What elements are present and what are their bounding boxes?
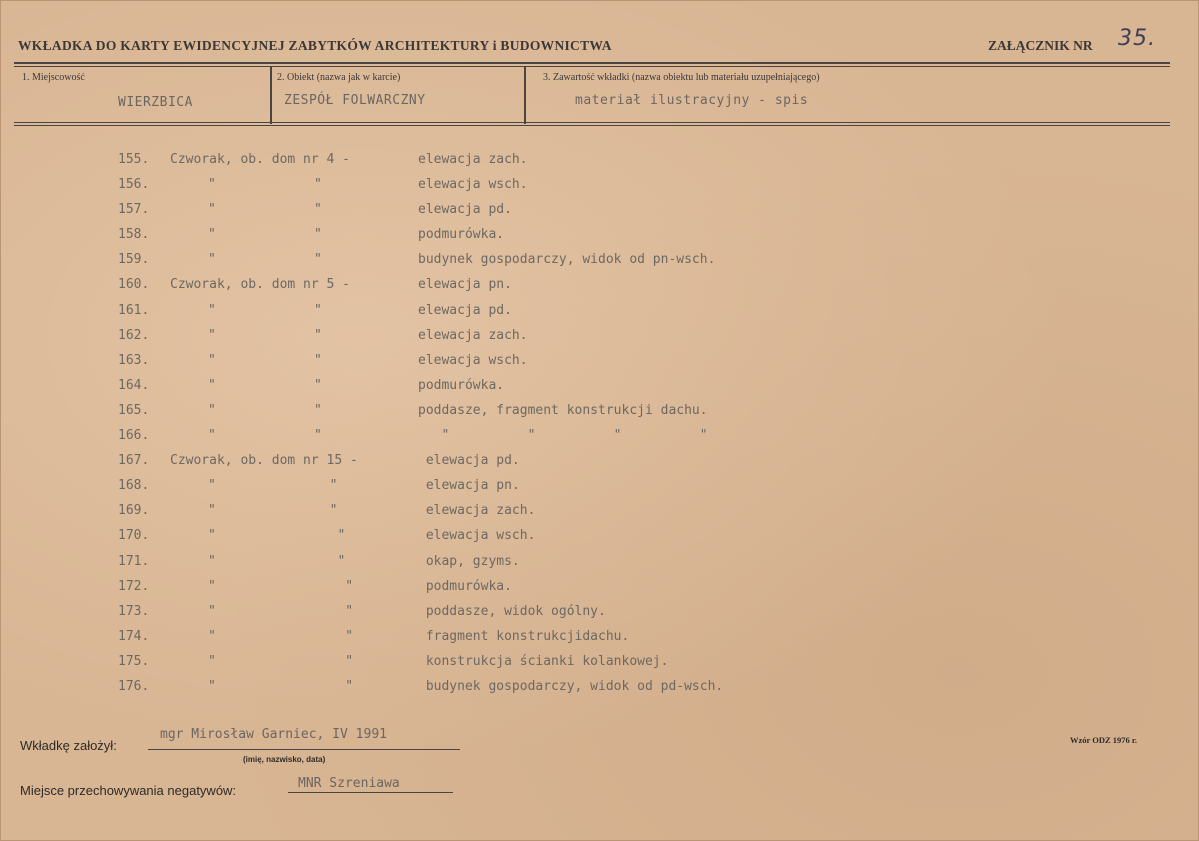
entry-description: " " " " (418, 428, 708, 444)
entry-ditto: " (208, 478, 216, 494)
entry-ditto: " (208, 202, 216, 218)
entry-ditto: " (208, 553, 216, 569)
entry-ditto: " (314, 578, 354, 594)
top-rule-thin (14, 66, 1170, 67)
entry-ditto: " (208, 653, 216, 669)
entry-number: 176. (118, 678, 150, 694)
locality-value: WIERZBICA (118, 95, 193, 110)
field-divider-1 (270, 66, 272, 124)
entry-number: 166. (118, 428, 150, 444)
entry-ditto: " (314, 528, 346, 544)
entry-number: 158. (118, 227, 150, 243)
entry-object: Czworak, ob. dom nr 4 - (170, 152, 351, 167)
entry-number: 163. (118, 352, 150, 368)
entry-description: poddasze, fragment konstrukcji dachu. (418, 402, 708, 418)
entry-ditto: " (314, 377, 322, 393)
entry-number: 162. (118, 327, 150, 343)
entry-number: 171. (118, 553, 150, 569)
storage-value: MNR Szreniawa (298, 776, 400, 791)
entry-number: 170. (118, 528, 150, 544)
document-title: WKŁADKA DO KARTY EWIDENCYJNEJ ZABYTKÓW ARCHITEKTURY i BUDOWNICTWA (18, 38, 612, 53)
entry-number: 156. (118, 177, 150, 193)
entry-object: Czworak, ob. dom nr 15 - (170, 453, 358, 469)
entry-number: 172. (118, 578, 150, 594)
entry-description: elewacja pn. (418, 478, 520, 494)
entry-number: 168. (118, 478, 150, 494)
entry-number: 161. (118, 302, 150, 318)
entry-description: elewacja zach. (418, 152, 528, 167)
entry-description: elewacja zach. (418, 327, 528, 343)
entry-number: 155. (118, 152, 150, 167)
entry-description: elewacja pn. (418, 277, 512, 293)
entry-description: poddasze, widok ogólny. (418, 603, 606, 619)
entry-ditto: " (314, 177, 322, 193)
entry-description: podmurówka. (418, 578, 512, 594)
storage-underline (288, 792, 453, 793)
entry-number: 165. (118, 402, 150, 418)
object-label: 2. Obiekt (nazwa jak w karcie) (277, 72, 401, 83)
entry-ditto: " (208, 177, 216, 193)
header-bottom-rule-2 (14, 125, 1170, 126)
entry-description: elewacja pd. (418, 202, 512, 218)
entry-ditto: " (208, 402, 216, 418)
entry-number: 169. (118, 503, 150, 519)
entry-description: elewacja pd. (418, 453, 520, 469)
entry-number: 160. (118, 277, 150, 293)
form-code: Wzór ODZ 1976 r. (1070, 735, 1138, 745)
entry-ditto: " (314, 603, 354, 619)
entry-ditto: " (314, 503, 338, 519)
entry-description: konstrukcja ścianki kolankowej. (418, 653, 669, 669)
entry-object: Czworak, ob. dom nr 5 - (170, 277, 351, 293)
entry-ditto: " (208, 503, 216, 519)
entry-ditto: " (314, 352, 322, 368)
object-value: ZESPÓŁ FOLWARCZNY (284, 93, 426, 108)
entry-description: elewacja pd. (418, 302, 512, 318)
entry-number: 159. (118, 252, 150, 268)
entry-ditto: " (314, 252, 322, 268)
contents-label: 3. Zawartość wkładki (nazwa obiektu lub materiału uzupełniającego) (543, 72, 820, 83)
entry-ditto: " (314, 202, 322, 218)
entry-description: podmurówka. (418, 227, 505, 243)
entry-ditto: " (314, 402, 322, 418)
entry-number: 167. (118, 453, 150, 469)
entry-number: 173. (118, 603, 150, 619)
field-divider-2 (524, 66, 526, 124)
entry-description: elewacja wsch. (418, 352, 528, 368)
entry-ditto: " (208, 377, 216, 393)
entry-number: 174. (118, 628, 150, 644)
entry-ditto: " (208, 528, 216, 544)
entry-description: elewacja zach. (418, 503, 536, 519)
header-bottom-rule (14, 122, 1170, 123)
entry-ditto: " (208, 678, 216, 694)
locality-label: 1. Miejscowość (22, 72, 85, 83)
entry-number: 175. (118, 653, 150, 669)
annex-label: ZAŁĄCZNIK NR (988, 38, 1093, 53)
entry-ditto: " (208, 302, 216, 318)
annex-number: 35. (1118, 26, 1156, 51)
entry-ditto: " (314, 302, 322, 318)
entry-description: okap, gzyms. (418, 553, 520, 569)
contents-value: materiał ilustracyjny - spis (575, 93, 809, 108)
entry-ditto: " (208, 252, 216, 268)
entry-description: elewacja wsch. (418, 177, 528, 193)
entry-ditto: " (208, 603, 216, 619)
entry-description: podmurówka. (418, 377, 505, 393)
entry-ditto: " (314, 227, 322, 243)
entry-ditto: " (314, 428, 322, 444)
entry-ditto: " (208, 352, 216, 368)
entry-ditto: " (314, 678, 354, 694)
storage-label: Miejsce przechowywania negatywów: (20, 783, 237, 798)
entry-description: fragment konstrukcjidachu. (418, 628, 630, 644)
entry-number: 164. (118, 377, 150, 393)
entry-ditto: " (314, 327, 322, 343)
top-rule (14, 62, 1170, 64)
entry-ditto: " (208, 628, 216, 644)
created-by-label: Wkładkę założył: (20, 738, 117, 753)
created-by-caption: (imię, nazwisko, data) (243, 755, 326, 764)
created-by-value: mgr Mirosław Garniec, IV 1991 (160, 727, 387, 742)
entry-ditto: " (314, 628, 354, 644)
entry-description: elewacja wsch. (418, 528, 536, 544)
entry-number: 157. (118, 202, 150, 218)
entry-ditto: " (208, 227, 216, 243)
entry-description: budynek gospodarczy, widok od pn-wsch. (418, 252, 716, 268)
entry-ditto: " (314, 653, 354, 669)
entry-ditto: " (314, 478, 338, 494)
created-by-underline (148, 749, 460, 750)
entry-description: budynek gospodarczy, widok od pd-wsch. (418, 678, 724, 694)
entry-ditto: " (208, 428, 216, 444)
entry-ditto: " (208, 327, 216, 343)
entry-ditto: " (208, 578, 216, 594)
entry-ditto: " (314, 553, 346, 569)
